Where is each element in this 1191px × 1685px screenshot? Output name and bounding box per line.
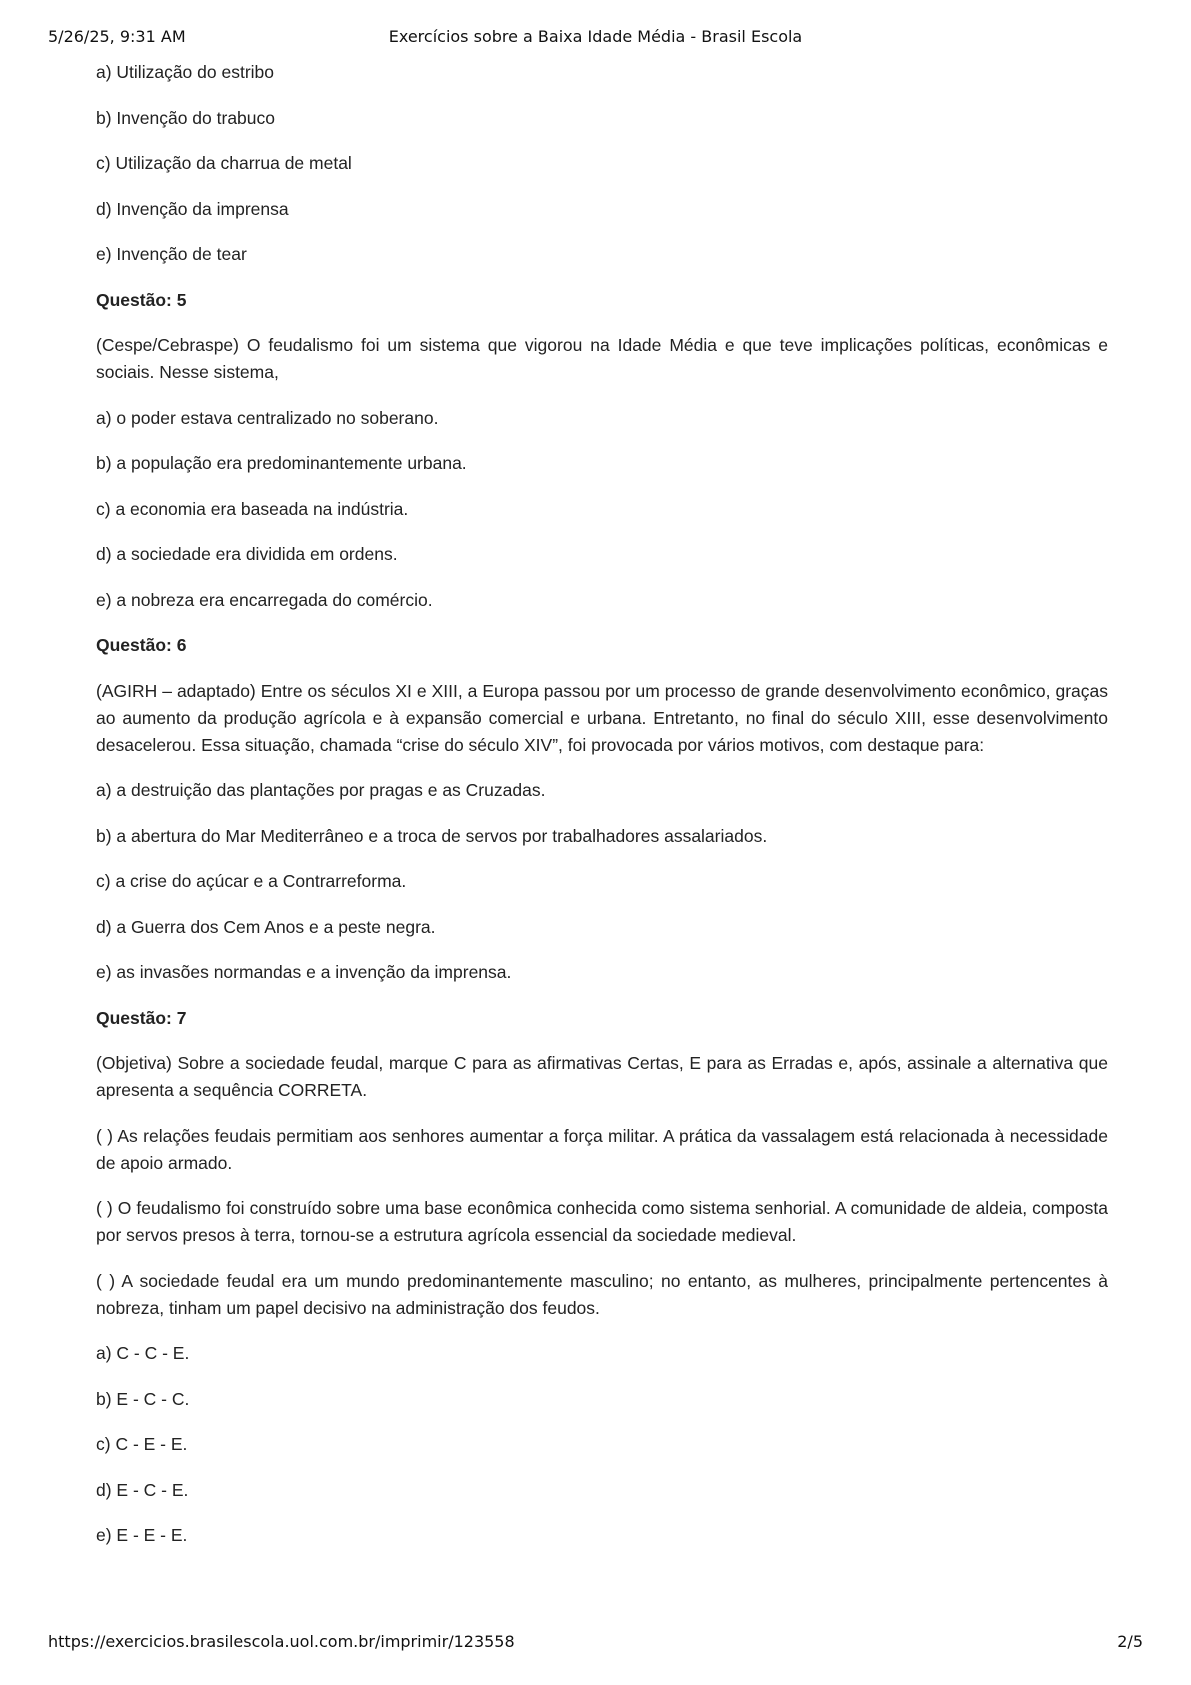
exercise-content [96,59,1108,1568]
q7-title: Questão: 7 [96,1007,187,1028]
q4-option-c: c) Utilização da charrua de metal [96,153,352,173]
q7-option-a: a) C - C - E. [96,1343,190,1363]
q5-option-d: d) a sociedade era dividida em ordens. [96,544,398,564]
q6-option-e: e) as invasões normandas e a invenção da imprensa. [96,962,512,982]
q6-option-a: a) a destruição das plantações por pragas e as Cruzadas. [96,780,546,800]
q5-option-b: b) a população era predominantemente urbana. [96,453,467,473]
q7-option-e: e) E - E - E. [96,1525,188,1545]
print-header [48,27,1143,49]
q7-option-c: c) C - E - E. [96,1434,188,1454]
print-url: https://exercicios.brasilescola.uol.com.br/imprimir/123558 [48,1632,515,1651]
q7-option-d: d) E - C - E. [96,1479,189,1500]
q5-title: Questão: 5 [96,289,187,310]
q6-option-b: b) a abertura do Mar Mediterrâneo e a troca de servos por trabalhadores assalariados. [96,825,768,846]
q6-option-c: c) a crise do açúcar e a Contrarreforma. [96,871,407,891]
q6-option-d: d) a Guerra dos Cem Anos e a peste negra. [96,916,436,937]
print-datetime: 5/26/25, 9:31 AM [48,27,186,46]
page-number: 2/5 [1117,1632,1143,1651]
print-footer [48,1632,1143,1654]
q4-option-d: d) Invenção da imprensa [96,198,289,219]
q5-option-a: a) o poder estava centralizado no soberano. [96,407,439,428]
q7-statement: (Objetiva) Sobre a sociedade feudal, marque C para as afirmativas Certas, E para as Erradas e, após, assinale a alternativa que apresenta a sequência CORRETA. [96,1053,1108,1100]
print-page-title: Exercícios sobre a Baixa Idade Média - Brasil Escola [388,27,803,46]
q6-title: Questão: 6 [96,635,187,655]
q5-option-c: c) a economia era baseada na indústria. [96,498,409,519]
q7-assertion-2: ( ) O feudalismo foi construído sobre uma base econômica conhecida como sistema senhorial. A comunidade de aldeia, composta por servos presos à terra, tornou-se a estrutura agrícola essencial da sociedade medieval. [96,1198,1108,1245]
q7-assertion-1: ( ) As relações feudais permitiam aos senhores aumentar a força militar. A prática da vassalagem está relacionada à necessidade de apoio armado. [96,1125,1108,1173]
q4-option-e: e) Invenção de tear [96,244,247,264]
q6-statement: (AGIRH – adaptado) Entre os séculos XI e XIII, a Europa passou por um processo de grande desenvolvimento econômico, graças ao aumento da produção agrícola e à expansão comercial e urbana. Entretanto, no final do século XIII, esse desenvolvimento desacelerou. Essa situação, chamada “crise do século XIV”, foi provocada por vários motivos, com destaque para: [96,680,1108,755]
q4-option-b: b) Invenção do trabuco [96,107,276,128]
q7-assertion-3: ( ) A sociedade feudal era um mundo predominantemente masculino; no entanto, as mulheres, principalmente pertencentes à nobreza, tinham um papel decisivo na administração dos feudos. [96,1270,1108,1318]
q7-option-b: b) E - C - C. [96,1388,190,1409]
q4-option-a: a) Utilização do estribo [96,62,274,82]
q5-option-e: e) a nobreza era encarregada do comércio. [96,589,433,610]
q5-statement: (Cespe/Cebraspe) O feudalismo foi um sistema que vigorou na Idade Média e que teve implicações políticas, econômicas e sociais. Nesse sistema, [96,335,1108,382]
